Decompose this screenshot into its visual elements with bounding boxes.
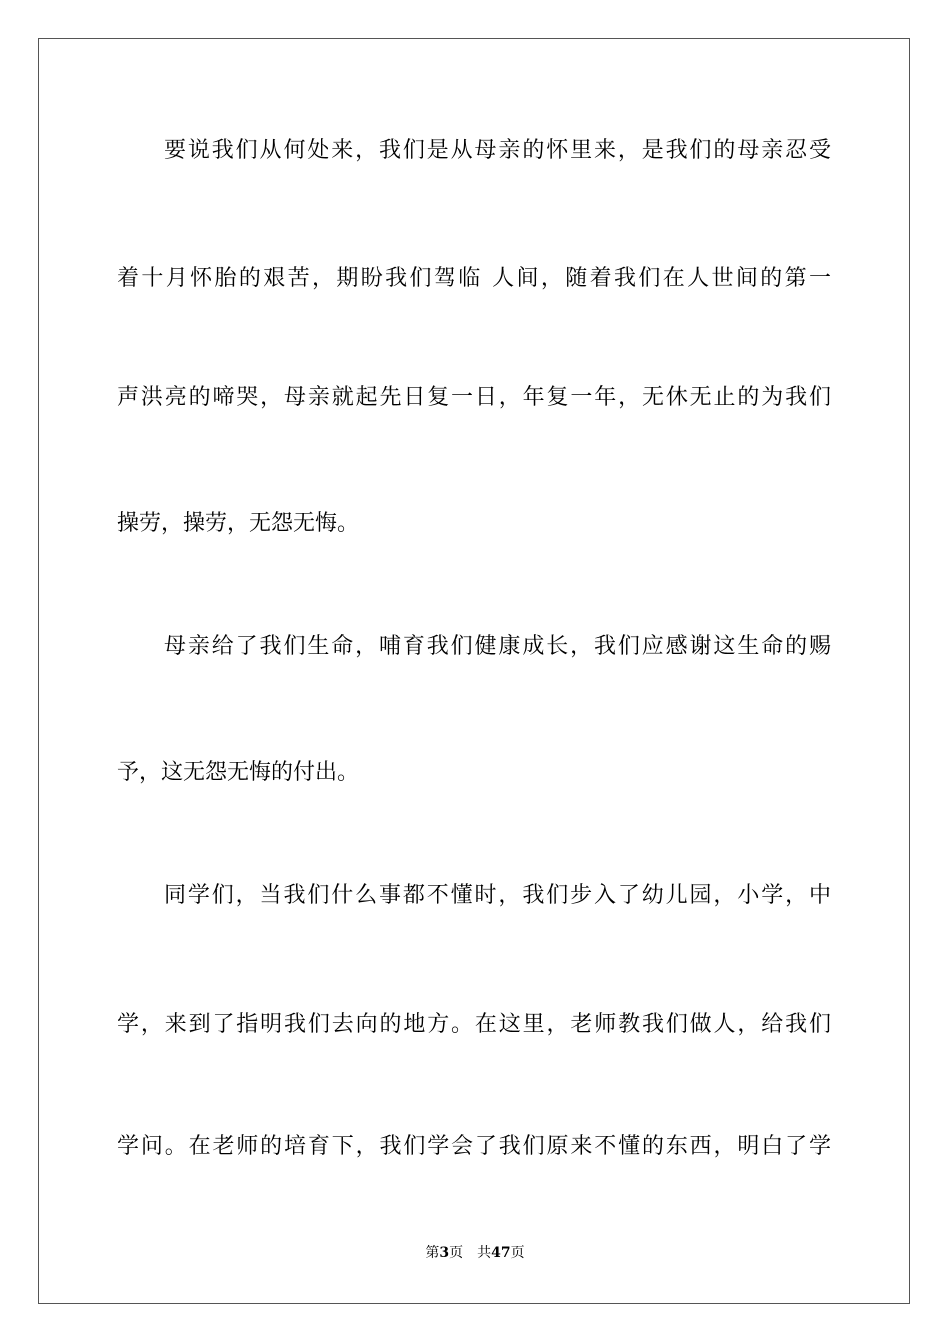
paragraph-1-line-1: 要说我们从何处来，我们是从母亲的怀里来，是我们的母亲忍受 — [164, 138, 831, 163]
paragraph-3-line-2: 学，来到了指明我们去向的地方。在这里，老师教我们做人，给我们 — [117, 1012, 831, 1037]
paragraph-1-line-2: 着十月怀胎的艰苦，期盼我们驾临 人间，随着我们在人世间的第一 — [117, 266, 831, 291]
total-suffix: 页 — [510, 1245, 525, 1261]
paragraph-1-line-4: 操劳，操劳，无怨无悔。 — [117, 511, 360, 536]
page-suffix: 页 — [449, 1245, 464, 1261]
paragraph-1-line-3: 声洪亮的啼哭，母亲就起先日复一日，年复一年，无休无止的为我们 — [117, 385, 831, 410]
page-border — [38, 38, 910, 1304]
page-footer — [0, 1243, 950, 1263]
paragraph-3-line-3: 学问。在老师的培育下，我们学会了我们原来不懂的东西，明白了学 — [117, 1134, 831, 1159]
total-prefix: 共 — [477, 1245, 492, 1261]
paragraph-2-line-2: 予，这无怨无悔的付出。 — [117, 760, 360, 785]
total-pages: 47 — [491, 1245, 511, 1261]
paragraph-2-line-1: 母亲给了我们生命，哺育我们健康成长，我们应感谢这生命的赐 — [164, 634, 831, 659]
page-number: 3 — [439, 1245, 450, 1261]
paragraph-3-line-1: 同学们，当我们什么事都不懂时，我们步入了幼儿园，小学，中 — [164, 883, 831, 908]
page-prefix: 第 — [425, 1245, 440, 1261]
